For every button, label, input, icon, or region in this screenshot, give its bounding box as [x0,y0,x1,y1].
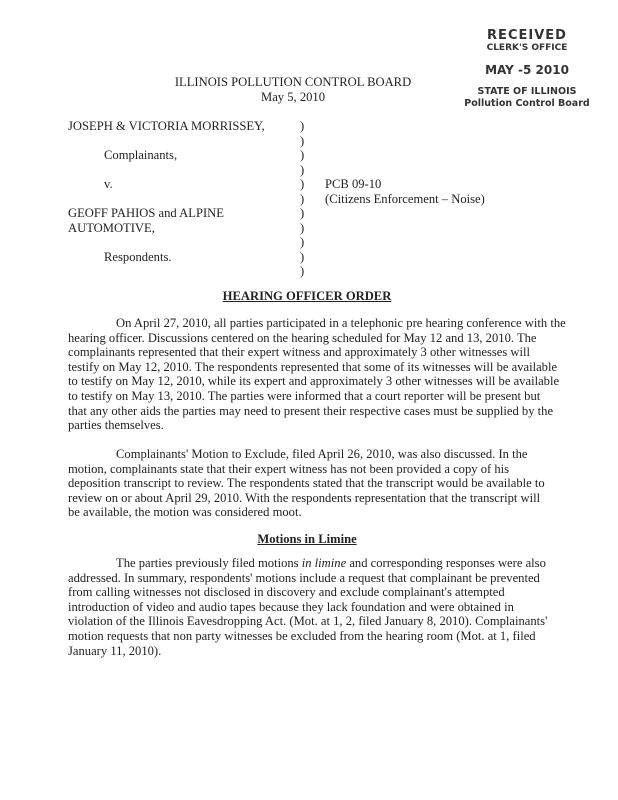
text-line: motion, complainants state that their expert witness has not been provided a copy of his [68,461,510,476]
paragraph-motion-to-exclude [68,447,548,520]
paren: ) [300,119,305,133]
paren: ) [300,206,305,220]
stamp-board: Pollution Control Board [464,98,590,109]
respondents-name: GEOFF PAHIOS and ALPINE [68,206,224,220]
complainants-label: Complainants, [104,148,178,162]
text-line: complainants represented that their expert witness and approximately 3 other witnesses will [68,345,530,360]
text-line: review on or about April 29, 2010. With the respondents representation that the transcript will [68,490,541,505]
text-line: introduction of video and audio tapes because they lack foundation and were obtained in [68,599,514,614]
text-line: January 11, 2010). [68,643,162,658]
text-line: hearing officer. Discussions centered on the hearing scheduled for May 12 and 13, 2010. The [68,330,537,345]
italic-term: in limine [301,556,347,570]
text-line: deposition transcript to review. The respondents stated that the transcript would be available to [68,476,545,491]
section-heading-motions-in-limine: Motions in Limine [257,532,357,546]
header-date: May 5, 2010 [260,90,326,104]
received-stamp [462,30,592,110]
text-line: On April 27, 2010, all parties participated in a telephonic pre hearing conference with the [116,316,566,330]
text-line: be available, the motion was considered moot. [68,505,302,520]
text-line: addressed. In summary, respondents' motions include a request that complainant be prevented [68,570,540,585]
stamp-state: STATE OF ILLINOIS [477,86,577,97]
text-line: to testify on May 13, 2010. The parties were informed that a court reporter will be present but [68,388,541,403]
paragraph-motions-in-limine [68,556,548,658]
paren: ) [300,133,305,148]
paren: ) [300,249,305,264]
text-line: Complainants' Motion to Exclude, filed April 26, 2010, was also discussed. In the [116,447,528,461]
paren: ) [300,162,305,177]
text-line: motion requests that non party witnesses be excluded from the hearing room (Mot. at 1, filed [68,628,536,643]
text-line: that any other aids the parties may need to present their respective cases must be supplied by the [68,403,554,418]
respondents-name-cont: AUTOMOTIVE, [68,220,155,235]
stamp-date: MAY -5 2010 [485,63,569,77]
text-line: parties themselves. [68,418,164,433]
text-line: to testify on May 12, 2010, while its expert and approximately 3 other witnesses will be available [68,374,560,389]
paren: ) [300,191,305,206]
text-line: violation of the Illinois Eavesdropping Act. (Mot. at 1, 2, filed January 8, 2010). Complainants' [68,614,548,629]
case-number: PCB 09-10 [325,177,382,191]
text-line: from calling witnesses not disclosed in discovery and exclude complainant's attempted [68,585,505,600]
paren: ) [300,264,305,278]
stamp-received: RECEIVED [487,28,567,43]
text-line: The parties previously filed motions [116,556,302,570]
paren: ) [300,220,305,235]
paren: ) [300,235,305,249]
complainants-name: JOSEPH & VICTORIA MORRISSEY, [68,119,265,133]
text-line: and corresponding responses were also [346,556,546,570]
versus: v. [104,177,113,191]
order-title: HEARING OFFICER ORDER [222,289,392,303]
text-line: testify on May 12, 2010. The respondents represented that some of its witnesses will be available [68,359,558,374]
stamp-clerks-office: CLERK'S OFFICE [486,43,568,53]
paren: ) [300,177,305,191]
agency-title: ILLINOIS POLLUTION CONTROL BOARD [174,75,412,89]
respondents-label: Respondents. [104,249,172,264]
paren: ) [300,148,305,162]
case-type: (Citizens Enforcement – Noise) [325,191,485,206]
paragraph-conference [68,316,566,433]
